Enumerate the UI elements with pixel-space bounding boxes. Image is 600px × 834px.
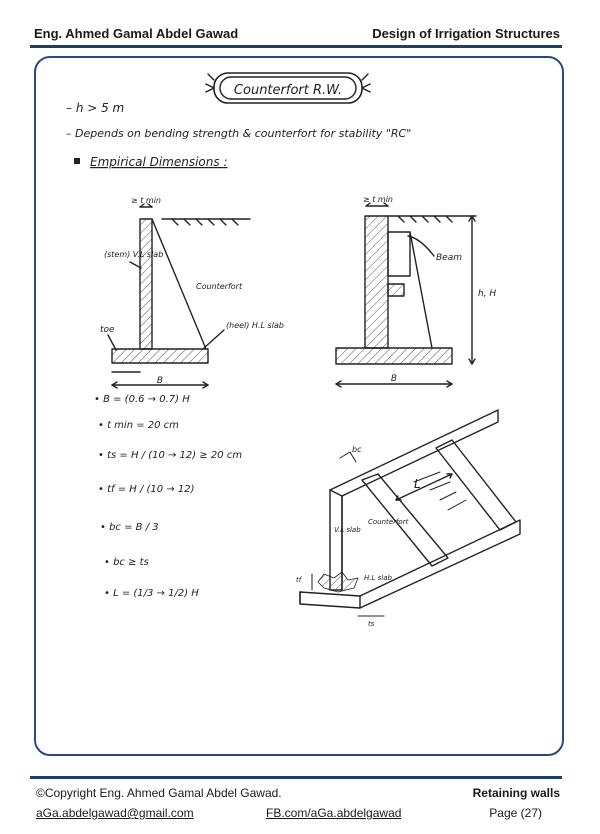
bullet-depends: – Depends on bending strength & counterfort for stability "RC" [66, 127, 412, 140]
counterfort-2 [436, 440, 516, 530]
footer-facebook-link[interactable]: FB.com/aGa.abdelgawad [266, 806, 402, 820]
base-slab-2 [336, 348, 452, 364]
formula-l: • L = (1/3 → 1/2) H [104, 588, 199, 599]
svg-text:≥ t min: ≥ t min [362, 195, 394, 204]
formula-b: • B = (0.6 → 0.7) H [94, 394, 190, 405]
svg-text:B: B [156, 376, 164, 386]
formula-tmin: • t min = 20 cm [98, 420, 179, 431]
formula-bc-ts: • bc ≥ ts [104, 557, 149, 568]
horizontal-slab [300, 520, 520, 608]
figure-beam-section [336, 195, 496, 387]
vertical-slab [330, 410, 498, 590]
bullet-square-icon [74, 158, 80, 164]
figure-isometric-wall [296, 410, 520, 628]
formula-list [94, 394, 242, 599]
figure-counterfort-section [100, 196, 284, 388]
wall-section [365, 216, 388, 348]
svg-text:L: L [414, 477, 421, 491]
svg-text:Counterfort: Counterfort [196, 282, 243, 291]
svg-text:H.L slab: H.L slab [364, 574, 392, 582]
stem-wall [140, 219, 152, 349]
beam-section [388, 284, 404, 296]
svg-text:toe: toe [100, 325, 115, 335]
formula-ts: • ts = H / (10 → 12) ≥ 20 cm [98, 450, 243, 461]
formula-tf: • tf = H / (10 → 12) [98, 484, 195, 495]
svg-text:(stem) V.L slab: (stem) V.L slab [104, 250, 164, 259]
svg-text:h, H: h, H [478, 289, 497, 299]
footer-copyright: ©Copyright Eng. Ahmed Gamal Abdel Gawad. [36, 786, 282, 800]
svg-text:bc: bc [352, 445, 362, 454]
base-slab [112, 349, 208, 363]
footer-divider [30, 776, 562, 779]
svg-text:≥ t min: ≥ t min [130, 196, 162, 205]
bullet-height: – h > 5 m [66, 101, 125, 115]
svg-text:Counterfort: Counterfort [368, 518, 409, 526]
svg-text:ts: ts [368, 620, 375, 628]
svg-text:V.L slab: V.L slab [334, 526, 361, 534]
svg-text:(heel) H.L slab: (heel) H.L slab [226, 321, 284, 330]
svg-text:tf: tf [296, 576, 302, 584]
title-text: Counterfort R.W. [233, 83, 343, 98]
header-author: Eng. Ahmed Gamal Abdel Gawad [34, 26, 239, 41]
section-heading: Empirical Dimensions : [90, 155, 228, 169]
footer-page-number: Page (27) [489, 806, 542, 820]
svg-text:B: B [390, 374, 398, 384]
formula-bc: • bc = B / 3 [100, 522, 159, 533]
header-book-title: Design of Irrigation Structures [372, 26, 560, 41]
svg-text:Beam: Beam [436, 253, 462, 263]
title-badge [206, 73, 370, 103]
footer-email-link[interactable]: aGa.abdelgawad@gmail.com [36, 806, 194, 820]
footer-chapter: Retaining walls [472, 786, 560, 800]
